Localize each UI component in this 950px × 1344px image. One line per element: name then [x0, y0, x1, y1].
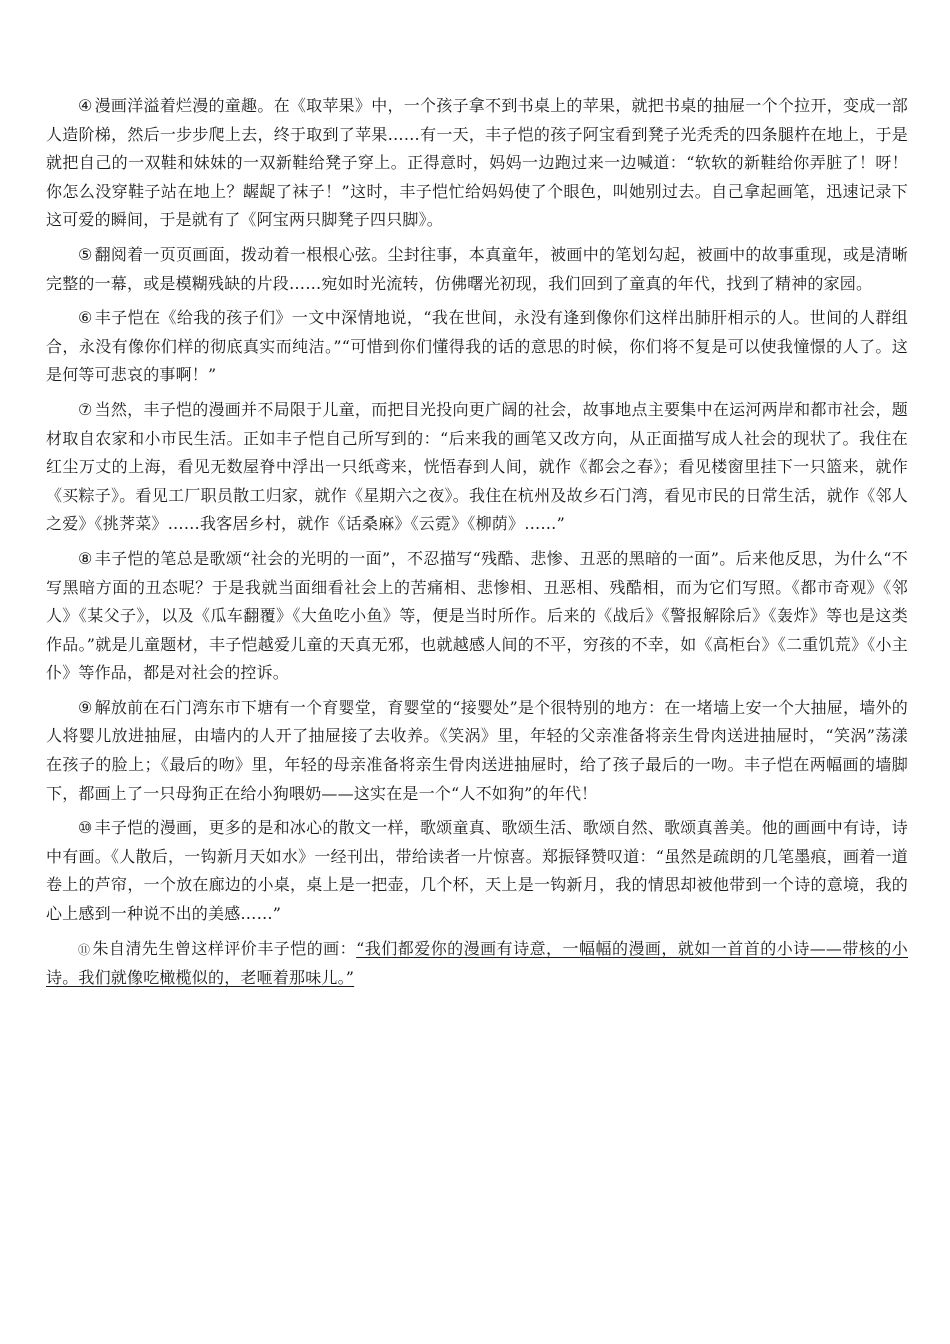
paragraph-number: ⑩	[78, 818, 93, 838]
paragraph-number: ⑧	[78, 548, 93, 568]
paragraph-text: 丰子恺的漫画，更多的是和冰心的散文一样，歌颂童真、歌颂生活、歌颂自然、歌颂真善美。他的画画中有诗，诗中有画。《人散后，一钩新月天如水》一经刊出，带给读者一片惊喜。郑振铎赞叹道：“虽然是疏朗的几笔墨痕，画着一道卷上的芦帘，一个放在廊边的小桌，桌上是一把壶，几个杯，天上是一钩新月，我的情思却被他带到一个诗的意境，我的心上感到一种说不出的美感……”	[46, 818, 908, 924]
paragraph-5	[46, 241, 908, 298]
paragraph-6	[46, 304, 908, 390]
paragraph-7	[46, 396, 908, 539]
paragraph-text: 当然，丰子恺的漫画并不局限于儿童，而把目光投向更广阔的社会，故事地点主要集中在运河两岸和都市社会，题材取自农家和小市民生活。正如丰子恺自己所写到的：“后来我的画笔又改方向，从正面描写成人社会的现状了。我住在红尘万丈的上海，看见无数屋脊中浮出一只纸鸢来，恍悟春到人间，就作《都会之春》；看见楼窗里挂下一只篮来，就作《买粽子》。看见工厂职员散工归家，就作《星期六之夜》。我住在杭州及故乡石门湾，看见市民的日常生活，就作《邻人之爱》《挑荠菜》……我客居乡村，就作《话桑麻》《云霓》《柳荫》……”	[46, 399, 908, 534]
paragraph-number: ④	[78, 96, 93, 115]
paragraph-number: ⑦	[78, 399, 93, 419]
paragraph-text: 丰子恺在《给我的孩子们》一文中深情地说，“我在世间，永没有逢到像你们这样出肺肝相示的人。世间的人群组合，永没有像你们样的彻底真实而纯洁。”“可惜到你们懂得我的话的意思的时候，你们将不复是可以使我憧憬的人了。这是何等可悲哀的事啊！”	[46, 308, 909, 385]
paragraph-number: ⑥	[78, 308, 93, 328]
document-page	[46, 92, 908, 999]
paragraph-11	[46, 935, 908, 993]
paragraph-text: 漫画洋溢着烂漫的童趣。在《取苹果》中，一个孩子拿不到书桌上的苹果，就把书桌的抽屉一个个拉开，变成一部人造阶梯，然后一步步爬上去，终于取到了苹果……有一天，丰子恺的孩子阿宝看到凳子光秃秃的四条腿杵在地上，于是就把自己的一双鞋和妹妹的一双新鞋给凳子穿上。正得意时，妈妈一边跑过来一边喊道：“软软的新鞋给你弄脏了！呀！你怎么没穿鞋子站在地上？龌龊了袜子！”这时，丰子恺忙给妈妈使了个眼色，叫她别过去。自己拿起画笔，迅速记录下这可爱的瞬间，于是就有了《阿宝两只脚凳子四只脚》。	[46, 96, 908, 230]
paragraph-number: ⑨	[78, 697, 93, 717]
paragraph-9	[46, 694, 908, 808]
paragraph-4	[46, 92, 908, 235]
paragraph-number: ⑤	[78, 244, 93, 264]
paragraph-10	[46, 814, 908, 928]
paragraph-text: 解放前在石门湾东市下塘有一个育婴堂，育婴堂的“接婴处”是个很特别的地方：在一堵墙上安一个大抽屉，墙外的人将婴儿放进抽屉，由墙内的人开了抽屉接了去收养。《笑涡》里，年轻的父亲准备将亲生骨肉送进抽屉时，“笑涡”荡漾在孩子的脸上；《最后的吻》里，年轻的母亲准备将亲生骨肉送进抽屉时，给了孩子最后的一吻。丰子恺在两幅画的墙脚下，都画上了一只母狗正在给小狗喂奶——这实在是一个“人不如狗”的年代！	[46, 697, 909, 803]
paragraph-8	[46, 545, 908, 688]
underlined-quote: “我们都爱你的漫画有诗意，一幅幅的漫画，就如一首首的小诗——带核的小诗。我们就像吃橄榄似的，老咂着那味儿。”	[46, 938, 909, 988]
paragraph-text: 朱自清先生曾这样评价丰子恺的画：	[92, 938, 357, 958]
paragraph-number: ⑪	[78, 942, 91, 957]
paragraph-text: 翻阅着一页页画面，拨动着一根根心弦。尘封往事，本真童年，被画中的笔划勾起，被画中的故事重现，或是清晰完整的一幕，或是模糊残缺的片段……宛如时光流转，仿佛曙光初现，我们回到了童真的年代，找到了精神的家园。	[46, 244, 908, 293]
paragraph-text: 丰子恺的笔总是歌颂“社会的光明的一面”，不忍描写“残酷、悲惨、丑恶的黑暗的一面”。后来他反思，为什么“不写黑暗方面的丑态呢？于是我就当面细看社会上的苦痛相、悲惨相、丑恶相、残酷相，而为它们写照。《都市奇观》《邻人》《某父子》，以及《瓜车翻覆》《大鱼吃小鱼》等，便是当时所作。后来的《战后》《警报解除后》《轰炸》等也是这类作品。”就是儿童题材，丰子恺越爱儿童的天真无邪，也就越感人间的不平，穷孩的不幸，如《高柜台》《二重饥荒》《小主仆》等作品，都是对社会的控诉。	[46, 548, 908, 683]
